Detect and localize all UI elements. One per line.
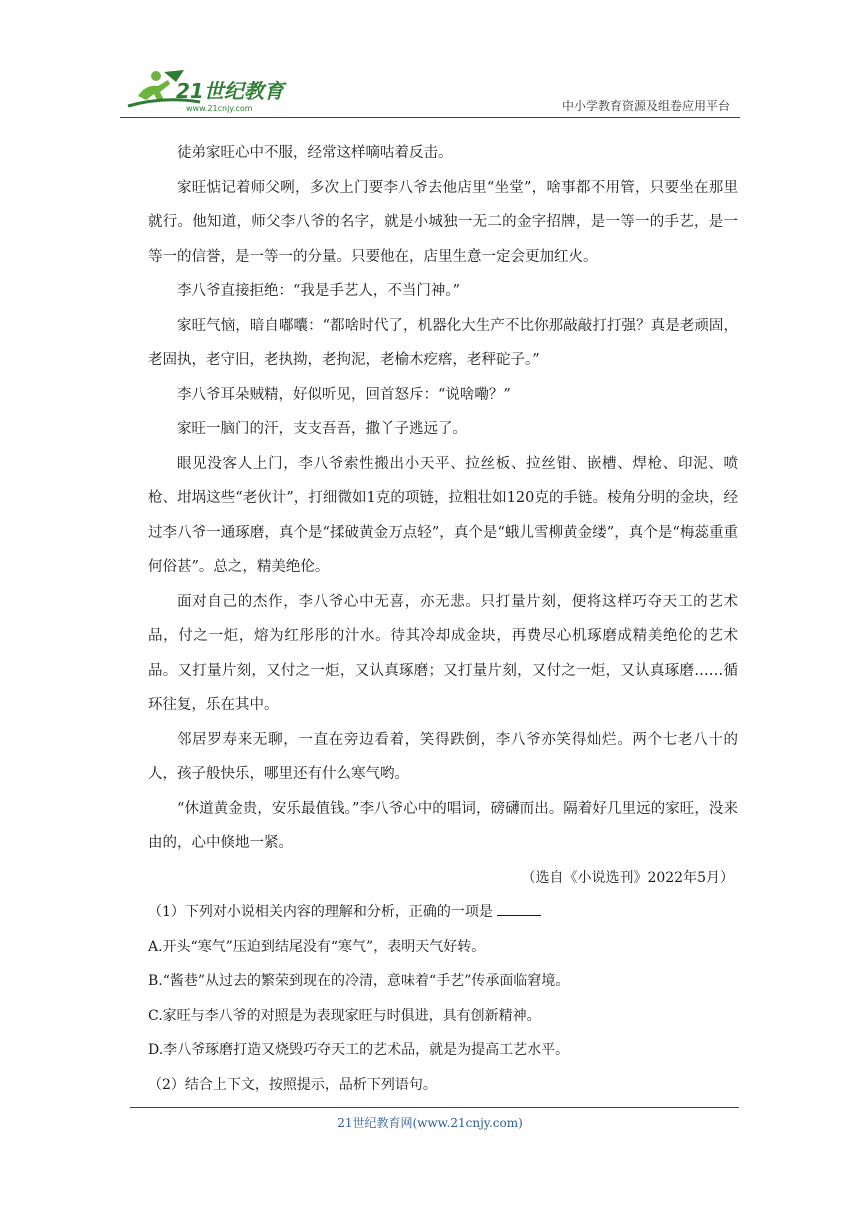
svg-text:www.21cnjy.com: www.21cnjy.com: [186, 104, 253, 113]
question-2-stem: （2）结合上下文，按照提示，品析下列语句。: [148, 1076, 437, 1093]
paragraph: 家旺惦记着师父咧，多次上门要李八爷去他店里“坐堂”，啥事都不用管，只要坐在那里就行。他知道，师父李八爷的名字，就是小城独一无二的金字招牌，是一等一的手艺，是一等一的信誉，是一等一的分量。只要他在，店里生意一定会更加红火。: [148, 179, 738, 265]
paragraph: 面对自己的杰作，李八爷心中无喜，亦无悲。只打量片刻，便将这样巧夺天工的艺术品，付之一炬，熔为红彤彤的汁水。待其冷却成金块，再费尽心机琢磨成精美绝伦的艺术品。又打量片刻，又付之一炬，又认真琢磨；又打量片刻，又付之一炬，又认真琢磨……循环往复，乐在其中。: [148, 593, 738, 713]
paragraph: 徒弟家旺心中不服，经常这样嘀咕着反击。: [177, 145, 453, 161]
paragraph: 家旺一脑门的汗，支支吾吾，撒丫子逃远了。: [177, 421, 467, 437]
header-divider: [120, 117, 740, 118]
question-1-option-a: A.开头“寒气”压迫到结尾没有“寒气”，表明天气好转。: [148, 938, 486, 955]
answer-blank: [497, 901, 541, 916]
paragraph: “休道黄金贵，安乐最值钱。”李八爷心中的唱词，磅礴而出。隔着好几里远的家旺，没来由的，心中倏地一紧。: [148, 800, 738, 851]
paragraph: 邻居罗寿来无聊，一直在旁边看着，笑得跌倒，李八爷亦笑得灿烂。两个七老八十的人，孩子般快乐，哪里还有什么寒气哟。: [148, 731, 738, 782]
footer-divider: [130, 1107, 739, 1108]
footer-link[interactable]: 21世纪教育网(www.21cnjy.com): [337, 1116, 523, 1130]
question-1-option-b: B.“酱巷”从过去的繁荣到现在的冷清，意味着“手艺”传承面临窘境。: [148, 973, 570, 989]
paragraph: 李八爷耳朵贼精，好似听见，回首怒斥：“说啥嘞？”: [177, 386, 511, 403]
page-header: [120, 66, 740, 118]
paragraph: 眼见没客人上门，李八爷索性搬出小天平、拉丝板、拉丝钳、嵌槽、焊枪、印泥、喷枪、坩埚这些“老伙计”，打细微如1克的项链，拉粗壮如120克的手链。棱角分明的金块，经过李八爷一通琢磨，真个是“揉破黄金万点轻”，真个是“蛾儿雪柳黄金缕”，真个是“梅蕊重重何俗甚”。总之，精美绝伦。: [148, 455, 738, 575]
article-source: （选自《小说选刊》2022年5月）: [521, 869, 734, 886]
question-1-stem: （1）下列对小说相关内容的理解和分析，正确的一项是: [148, 895, 738, 930]
paragraph: 李八爷直接拒绝：“我是手艺人，不当门神。”: [177, 283, 461, 299]
site-logo: [124, 66, 294, 114]
question-1-option-d: D.李八爷琢磨打造又烧毁巧夺天工的艺术品，就是为提高工艺水平。: [148, 1042, 570, 1058]
paragraph: 家旺气恼，暗自嘟囔：“都啥时代了，机器化大生产不比你那敲敲打打强？真是老顽固，老固执，老守旧，老执拗，老拘泥，老榆木疙瘩，老秤砣子。”: [148, 317, 738, 368]
platform-name: 中小学教育资源及组卷应用平台: [561, 99, 730, 113]
question-1-option-c: C.家旺与李八爷的对照是为表现家旺与时俱进，具有创新精神。: [148, 1007, 541, 1024]
svg-text:21世纪教育: 21世纪教育: [176, 79, 284, 103]
article-content: [148, 136, 738, 1102]
